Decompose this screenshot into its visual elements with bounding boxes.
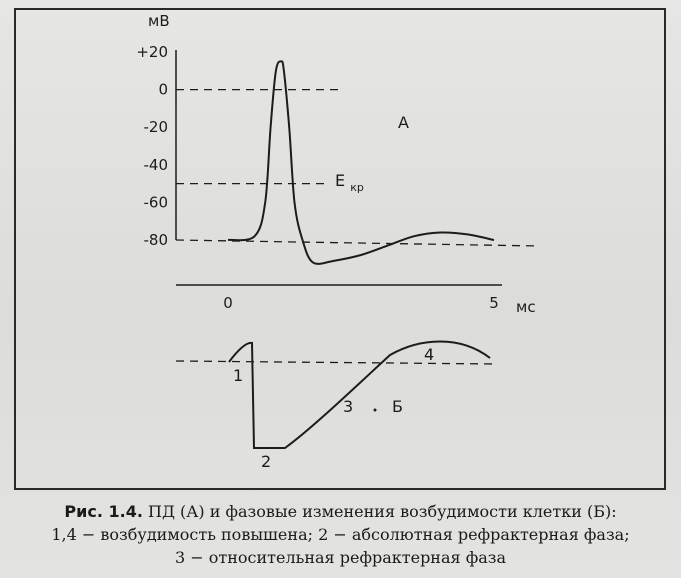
- x-ticks: [223, 294, 499, 312]
- y-tick-label: -40: [143, 155, 168, 174]
- baseline-dashed: [176, 361, 498, 364]
- excitability-curve: [229, 342, 490, 449]
- figure-number: Рис. 1.4.: [64, 502, 143, 521]
- y-axis-label: мВ: [148, 12, 170, 30]
- phase-label-4: 4: [424, 345, 435, 364]
- threshold-symbol: Е: [335, 171, 346, 190]
- y-tick-label: -80: [143, 231, 168, 249]
- y-tick-label: -60: [143, 193, 168, 212]
- panel-a-label: А: [398, 113, 409, 132]
- x-axis-label: мс: [516, 298, 536, 316]
- panel-a: [136, 12, 540, 316]
- caption-line-1: [0, 500, 681, 523]
- phase-label-3: 3: [343, 397, 354, 416]
- caption-line-1-text: ПД (А) и фазовые изменения возбудимости клетки (Б):: [142, 502, 617, 521]
- x-tick-label: 0: [223, 294, 233, 312]
- y-tick-label: 0: [158, 80, 168, 99]
- y-tick-label: -20: [143, 118, 168, 137]
- phase-label-2: 2: [261, 452, 272, 471]
- phase-label-1: 1: [233, 366, 244, 385]
- reference-lines: [176, 90, 540, 246]
- figure-caption: [0, 500, 681, 569]
- caption-line-3: 3 − относительная рефрактерная фаза: [174, 548, 507, 567]
- x-tick-label: 5: [489, 294, 499, 312]
- panel-b-label: Б: [392, 397, 403, 416]
- threshold-label: [335, 171, 364, 194]
- dot-mark: [374, 409, 377, 412]
- y-ticks: [136, 43, 168, 249]
- y-tick-label: +20: [136, 43, 168, 61]
- caption-line-2: 1,4 − возбудимость повышена; 2 − абсолютная рефрактерная фаза;: [51, 525, 630, 544]
- panel-b: [176, 342, 498, 472]
- threshold-subscript: кр: [350, 181, 364, 194]
- action-potential-curve: [228, 61, 494, 264]
